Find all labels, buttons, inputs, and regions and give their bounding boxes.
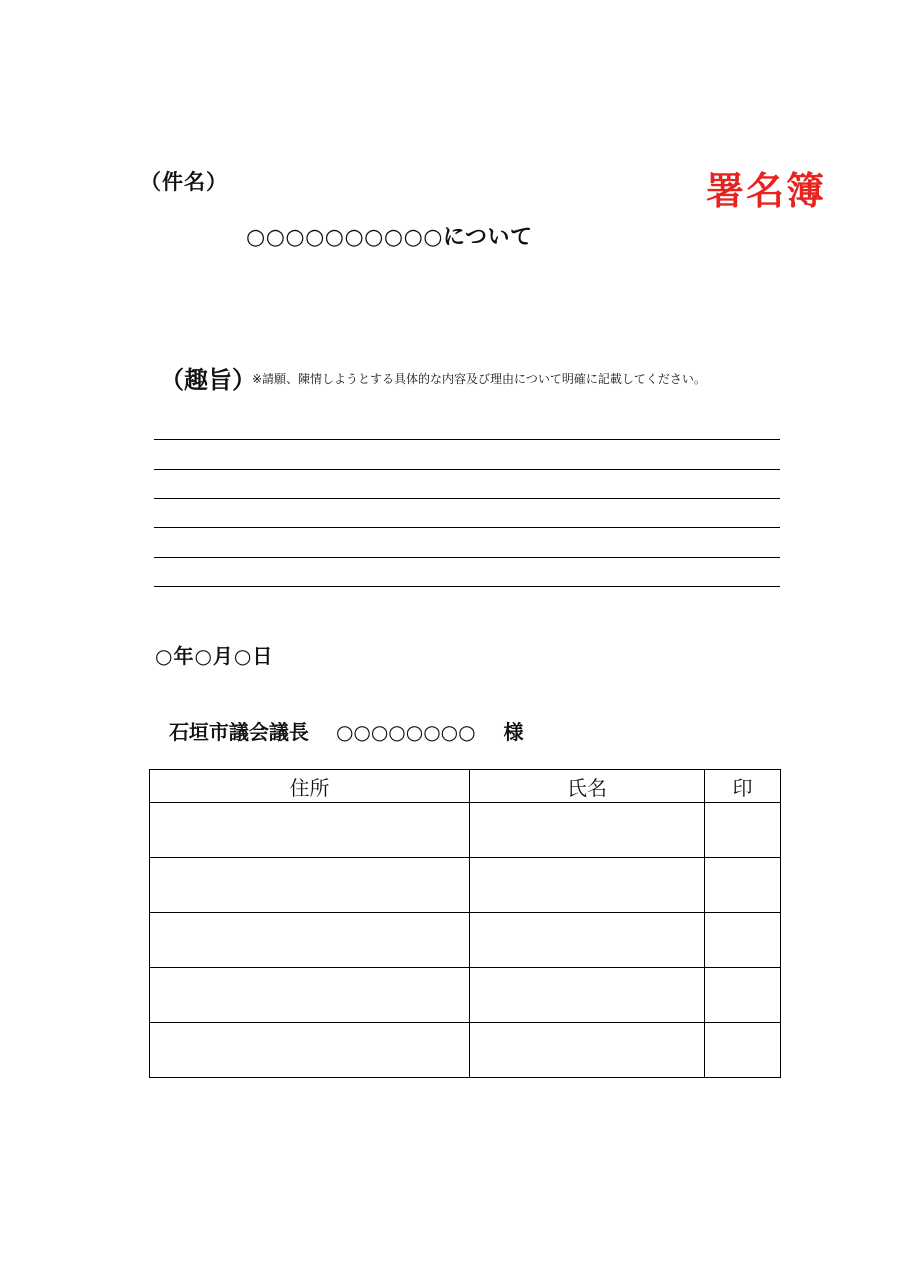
purpose-writing-line[interactable] <box>154 527 780 528</box>
seal-cell[interactable] <box>705 968 781 1023</box>
name-cell[interactable] <box>470 1023 705 1078</box>
address-cell[interactable] <box>150 968 470 1023</box>
addressee-name: ○○○○○○○○ <box>335 720 476 744</box>
name-cell[interactable] <box>470 968 705 1023</box>
purpose-writing-line[interactable] <box>154 557 780 558</box>
address-cell[interactable] <box>150 803 470 858</box>
addressee <box>155 692 524 745</box>
name-cell[interactable] <box>470 858 705 913</box>
purpose-writing-line[interactable] <box>154 498 780 499</box>
seal-cell[interactable] <box>705 913 781 968</box>
purpose-note: ※請願、陳情しようとする具体的な内容及び理由について明確に記載してください。 <box>252 372 706 386</box>
signature-table <box>149 769 781 1078</box>
purpose-writing-line[interactable] <box>154 586 780 587</box>
name-cell[interactable] <box>470 803 705 858</box>
subject-text: ○○○○○○○○○○について <box>246 225 533 250</box>
purpose-writing-line[interactable] <box>154 439 780 440</box>
address-cell[interactable] <box>150 858 470 913</box>
date-field: ○年○月○日 <box>155 644 274 668</box>
table-row <box>150 1023 781 1078</box>
addressee-title: 石垣市議会議長 <box>168 720 309 744</box>
seal-cell[interactable] <box>705 858 781 913</box>
table-row <box>150 968 781 1023</box>
subject-label: （件名） <box>140 170 228 194</box>
table-row <box>150 913 781 968</box>
seal-cell[interactable] <box>705 803 781 858</box>
purpose-label: （趣旨） <box>160 366 256 394</box>
addressee-honorific: 様 <box>503 720 524 744</box>
table-row <box>150 803 781 858</box>
column-header-name: 氏名 <box>470 770 705 803</box>
address-cell[interactable] <box>150 913 470 968</box>
column-header-seal: 印 <box>705 770 781 803</box>
seal-cell[interactable] <box>705 1023 781 1078</box>
purpose-writing-line[interactable] <box>154 469 780 470</box>
column-header-address: 住所 <box>150 770 470 803</box>
document-title: 署名簿 <box>706 169 827 213</box>
name-cell[interactable] <box>470 913 705 968</box>
address-cell[interactable] <box>150 1023 470 1078</box>
table-row <box>150 858 781 913</box>
table-header-row <box>150 770 781 803</box>
